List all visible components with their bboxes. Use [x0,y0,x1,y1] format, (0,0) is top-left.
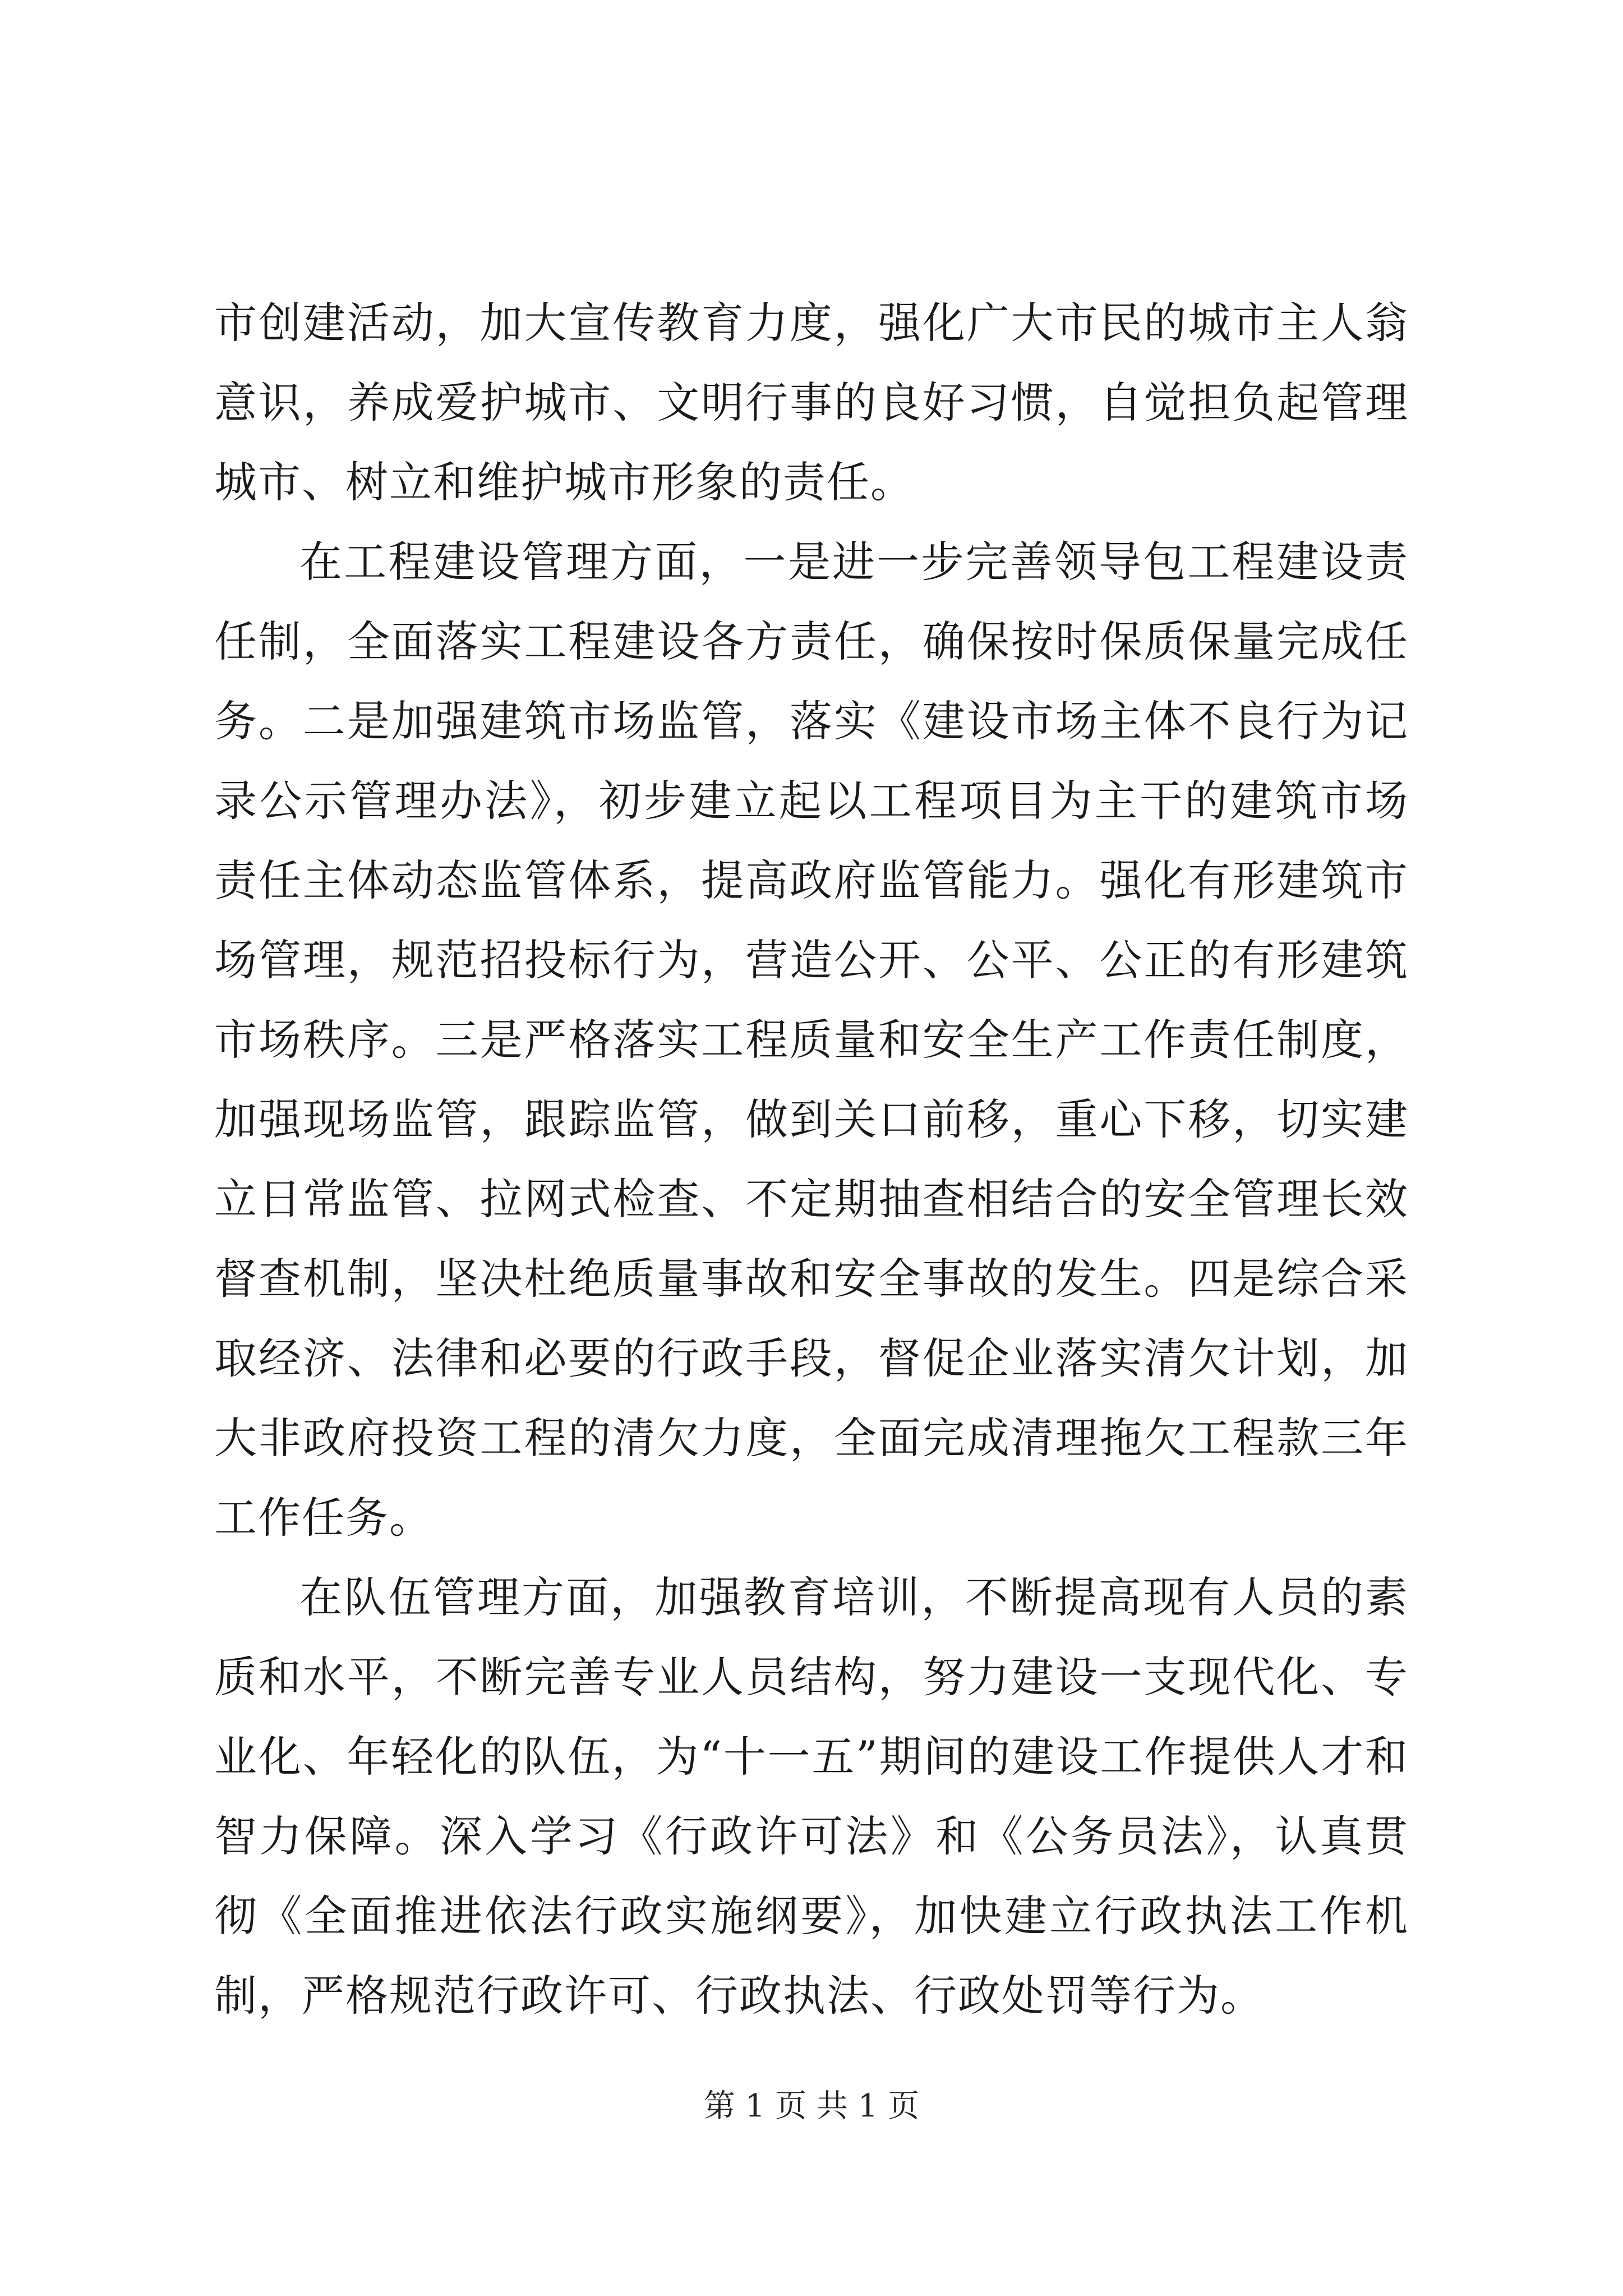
paragraph-2: 在工程建设管理方面，一是进一步完善领导包工程建设责任制，全面落实工程建设各方责任，确保按时保质保量完成任务。二是加强建筑市场监管，落实《建设市场主体不良行为记录公示管理办法》，初步建立起以工程项目为主干的建筑市场责任主体动态监管体系，提高政府监管能力。强化有形建筑市场管理，规范招投标行为，营造公开、公平、公正的有形建筑市场秩序。三是严格落实工程质量和安全生产工作责任制度，加强现场监管，跟踪监管，做到关口前移，重心下移，切实建立日常监管、拉网式检查、不定期抽查相结合的安全管理长效督查机制，坚决杜绝质量事故和安全事故的发生。四是综合采取经济、法律和必要的行政手段，督促企业落实清欠计划，加大非政府投资工程的清欠力度，全面完成清理拖欠工程款三年工作任务。 [214,537,1409,1543]
paragraph-3: 在队伍管理方面，加强教育培训，不断提高现有人员的素质和水平，不断完善专业人员结构，努力建设一支现代化、专业化、年轻化的队伍，为“十一五”期间的建设工作提供人才和智力保障。深入学习《行政许可法》和《公务员法》，认真贯彻《全面推进依法行政实施纲要》，加快建立行政执法工作机制，严格规范行政许可、行政执法、行政处罚等行为。 [214,1572,1409,2021]
page-footer: 第 1 页 共 1 页 [703,2088,920,2124]
paragraph-1: 市创建活动，加大宣传教育力度，强化广大市民的城市主人翁意识，养成爱护城市、文明行事的良好习惯，自觉担负起管理城市、树立和维护城市形象的责任。 [214,298,1409,507]
document-body [214,283,1409,2036]
